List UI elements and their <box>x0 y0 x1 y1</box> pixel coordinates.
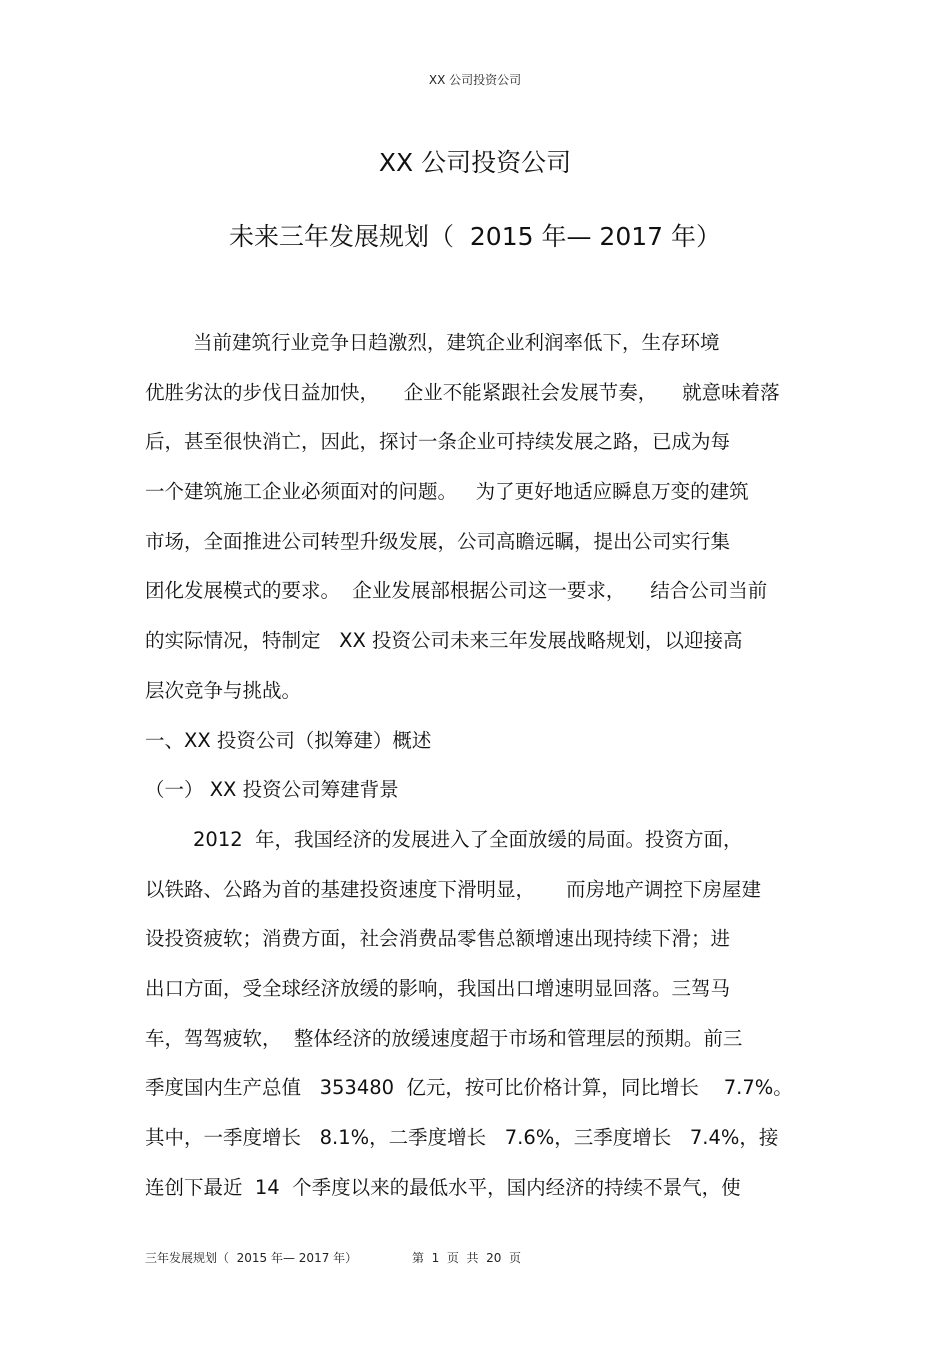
paragraph-line: 以铁路、公路为首的基建投资速度下滑明显， 而房地产调控下房屋建 <box>145 877 761 901</box>
paragraph-line: 优胜劣汰的步伐日益加快， 企业不能紧跟社会发展节奏， 就意味着落 <box>145 380 780 404</box>
footer-doc-name: 三年发展规划（ 2015 年— 2017 年） <box>145 1251 358 1265</box>
paragraph-line: 出口方面，受全球经济放缓的影响，我国出口增速明显回落。三驾马 <box>145 976 731 1000</box>
paragraph-line: 后，甚至很快消亡，因此，探讨一条企业可持续发展之路，已成为每 <box>145 430 731 454</box>
paragraph-line: 设投资疲软；消费方面，社会消费品零售总额增速出现持续下滑；进 <box>145 927 731 951</box>
subsection-heading: （一） XX 投资公司筹建背景 <box>145 778 399 802</box>
paragraph-line: 团化发展模式的要求。 企业发展部根据公司这一要求， 结合公司当前 <box>145 579 768 603</box>
running-header: XX 公司投资公司 <box>428 73 522 87</box>
paragraph-line: 季度国内生产总值 353480 亿元，按可比价格计算，同比增长 7.7%。 <box>145 1076 793 1100</box>
paragraph-line: 当前建筑行业竞争日趋激烈，建筑企业利润率低下，生存环境 <box>193 331 720 354</box>
paragraph-line: 其中，一季度增长 8.1%，二季度增长 7.6%，三季度增长 7.4%，接 <box>145 1126 779 1149</box>
document-subtitle: 未来三年发展规划（ 2015 年— 2017 年） <box>229 222 721 251</box>
document-title: XX 公司投资公司 <box>378 148 572 177</box>
body-text <box>145 327 815 1221</box>
section-heading: 一、XX 投资公司（拟筹建）概述 <box>145 728 432 752</box>
paragraph-line: 车，驾驾疲软， 整体经济的放缓速度超于市场和管理层的预期。前三 <box>145 1026 743 1050</box>
paragraph-line: 2012 年，我国经济的发展进入了全面放缓的局面。投资方面， <box>193 827 743 851</box>
paragraph-line: 连创下最近 14 个季度以来的最低水平，国内经济的持续不景气，使 <box>145 1175 741 1199</box>
paragraph-line: 一个建筑施工企业必须面对的问题。 为了更好地适应瞬息万变的建筑 <box>145 480 749 504</box>
paragraph-line: 市场，全面推进公司转型升级发展，公司高瞻远瞩，提出公司实行集 <box>145 529 731 553</box>
paragraph-line: 的实际情况，特制定 XX 投资公司未来三年发展战略规划，以迎接高 <box>145 629 743 653</box>
paragraph-line: 层次竞争与挑战。 <box>145 678 302 702</box>
footer-page-number: 第 1 页 共 20 页 <box>412 1251 522 1265</box>
